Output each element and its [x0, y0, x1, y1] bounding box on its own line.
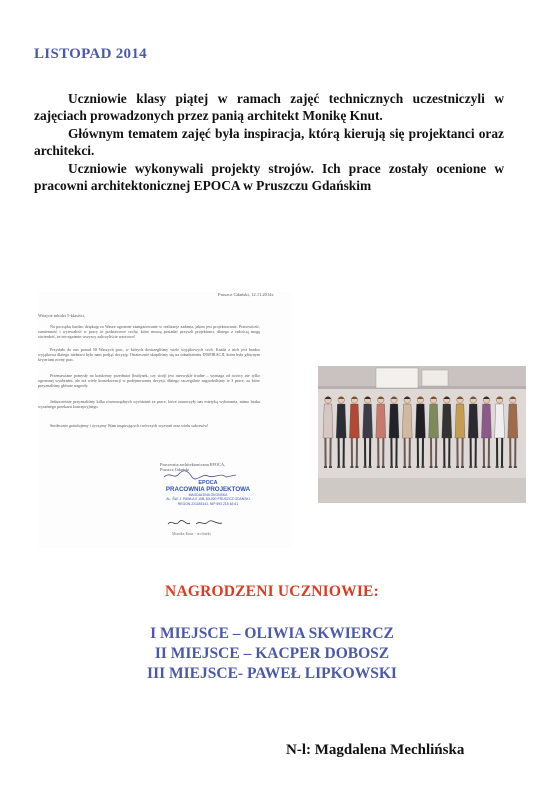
- signature-caption: Monika Knut - architekt: [172, 531, 211, 536]
- awards-title: NAGRODZENI UCZNIOWIE:: [165, 583, 379, 600]
- letter-date: Pruszcz Gdański, 12.11.2014r.: [218, 292, 274, 297]
- letter-sign-line: Pruszcz Gdański: [160, 467, 190, 473]
- stamp-line: EPOCA: [198, 480, 218, 486]
- letter-paragraph: Jednocześnie przyznaliśmy kilka równorzędnych wyróżnień za prace, które zauroczyły nas estetyką wykonania, mimo braku wyraźnego przekazu koncepcyjnego.: [38, 399, 260, 409]
- stamp-line: PRACOWNIA PROJEKTOWA: [165, 486, 251, 493]
- award-place-item: III MIEJSCE- PAWEŁ LIPKOWSKI: [147, 665, 397, 682]
- intro-paragraph: Uczniowie klasy piątej w ramach zajęć technicznych uczestniczyli w zajęciach prowadzonych przez panią architekt Monikę Knut.: [34, 91, 504, 124]
- stamp-line: MAGDALENA OKOŃSKA: [188, 493, 228, 497]
- signature-2-image: [166, 518, 236, 528]
- stamp-line: REGON 221185141, NIP 593 215 48 61: [177, 501, 239, 506]
- intro-paragraph: Głównym tematem zajęć była inspiracja, którą kierują się projektanci oraz architekci.: [34, 125, 504, 159]
- letter-sign-line: Pracownia architektoniczna EPOCA,: [160, 462, 226, 467]
- award-places-list: [0, 624, 544, 684]
- intro-text: [34, 90, 504, 194]
- page-heading: LISTOPAD 2014: [34, 46, 147, 62]
- letter-greeting: Witajcie młodzi 5-klasiści,: [38, 313, 86, 318]
- intro-paragraph: Uczniowie wykonywali projekty strojów. Ich prace zostały ocenione w pracowni architektonicznej EPOCA w Pruszczu Gdańskim: [34, 160, 504, 194]
- award-place-item: I MIEJSCE – OLIWIA SKWIERCZ: [150, 625, 394, 642]
- company-stamp: [160, 480, 256, 514]
- letter-paragraph: Przemawiane pomysły na konkretny przedmiot (budynek, czy strój) jest niezwykle trudne – wymaga od twórcy nie tylko ogromnej wyobraźni, ale też wiele konsekwencji w podejmowaniu decyzji, dlatego szczególnie nagrodziliśmy te 3 prace, za które przyznaliśmy główne nagrody.: [38, 373, 260, 388]
- teacher-signature: N-l: Magdalena Mechlińska: [286, 742, 465, 758]
- scanned-letter: [38, 292, 292, 548]
- photo-student-drawings: [318, 366, 526, 503]
- stamp-line: AL. ŚW. J. PAWŁA II 10B, 83-000 PRUSZCZ GDAŃSKI: [166, 497, 250, 502]
- letter-paragraph: Na początku bardzo dziękuję za Wasze ogromne zaangażowanie w realizacje zadania, jakim jest projektowanie. Pracowitość, sumienność i wytrwałość w pracy to podstawowe cechy, które muszą posiadać przyszli projektanci, dlatego z radością mogę stwierdzić, że ten egzamin wszyscy zaliczyliście wzorowo!: [38, 324, 260, 339]
- letter-paragraph: Przysłało do nas ponad 50 Waszych prac, w których dostrzegliśmy wiele wyjątkowych cech. Każda z nich jest bardzo wyjątkowa dlatego niełatwo było nam podjąć decyzję. Ostatecznie skupiliśmy się na odnalezieniu INSPIRACJI, która była głównym kryterium oceny prac.: [38, 347, 260, 362]
- letter-closing: Serdecznie gratulujemy i życzymy Wam inspirujących twórczych wyzwań oraz wielu sukcesów!: [50, 423, 209, 428]
- award-place-item: II MIEJSCE – KACPER DOBOSZ: [154, 645, 390, 662]
